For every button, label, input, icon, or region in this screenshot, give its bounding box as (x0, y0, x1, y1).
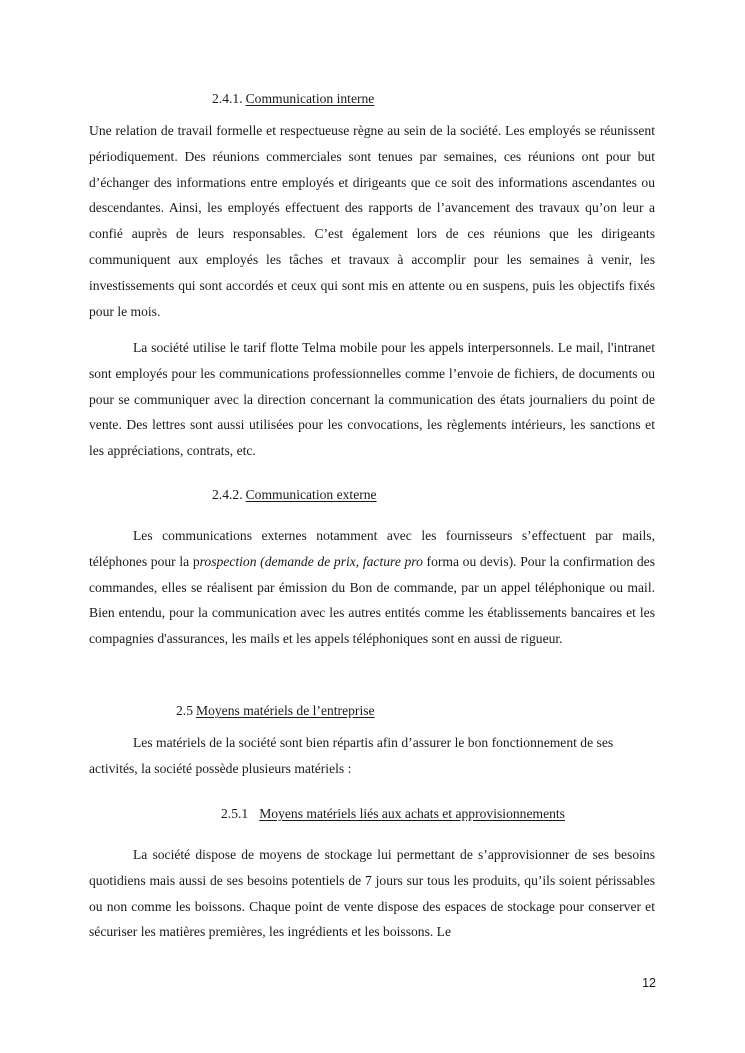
heading-communication-interne (212, 90, 374, 107)
heading-title: Communication externe (245, 487, 377, 502)
heading-number: 2.5.1 (221, 806, 249, 821)
paragraph-communication-interne-2: La société utilise le tarif flotte Telma mobile pour les appels interpersonnels. Le mail, l'intranet sont employés pour les communications professionnelles comme l’envoie de fichiers, de documents ou pour se communiquer avec la direction concernant la communication des états journaliers du point de vente. Des lettres sont aussi utilisées pour les convocations, les règlements intérieurs, les sanctions et les appréciations, contrats, etc. (89, 340, 655, 459)
paragraph-italic-text: rospection (demande de prix, facture pro (199, 553, 423, 569)
heading-title: Communication interne (245, 91, 375, 106)
heading-title: Moyens matériels liés aux achats et approvisionnements (259, 806, 565, 821)
heading-moyens-materiels (176, 702, 375, 719)
paragraph-moyens-achats: La société dispose de moyens de stockage lui permettant de s’approvisionner de ses besoins quotidiens mais aussi de ses besoins potentiels de 7 jours sur tous les produits, qu’ils soient périssables ou non comme les boissons. Chaque point de vente dispose des espaces de stockage pour conserver et sécuriser les matières premières, les ingrédients et les boissons. Le (89, 847, 655, 940)
heading-title: Moyens matériels de l’entreprise (196, 703, 375, 718)
paragraph-moyens-materiels: Les matériels de la société sont bien répartis afin d’assurer le bon fonctionnement de ses activités, la société possède plusieurs matériels : (89, 735, 614, 776)
heading-communication-externe (212, 486, 377, 503)
paragraph-text: Les communications externes notamment avec les fournisseurs s’effectuent par mails, téléphones pour la p (89, 528, 655, 569)
page-number: 12 (642, 976, 656, 990)
paragraph-text: forma ou devis). Pour la confirmation des commandes, elles se réalisent par émission du Bon de commande, par un appel téléphonique ou mail. Bien entendu, pour la communication avec les autres entités comme les établissements bancaires et les compagnies d'assurances, les mails et les appels téléphoniques sont en aussi de rigueur. (89, 553, 655, 647)
heading-moyens-achats (221, 805, 565, 822)
paragraph-communication-externe (89, 523, 655, 652)
heading-number: 2.4.2. (212, 487, 243, 502)
paragraph-communication-interne-1: Une relation de travail formelle et respectueuse règne au sein de la société. Les employés se réunissent périodiquement. Des réunions commerciales sont tenues par semaines, ces réunions ont pour but d’échanger des informations entre employés et dirigeants que ce soit des informations ascendantes ou descendantes. Ainsi, les employés effectuent des rapports de l’avancement des travaux qu’on leur a confié auprès de leurs responsables. C’est également lors de ces réunions que les dirigeants communiquent aux employés les tâches et travaux à accomplir pour les semaines à venir, les investissements qui sont accordés et ceux qui sont mis en attente ou en suspens, puis les objectifs fixés pour le mois. (89, 123, 655, 319)
heading-number: 2.5 (176, 703, 193, 718)
heading-number: 2.4.1. (212, 91, 243, 106)
